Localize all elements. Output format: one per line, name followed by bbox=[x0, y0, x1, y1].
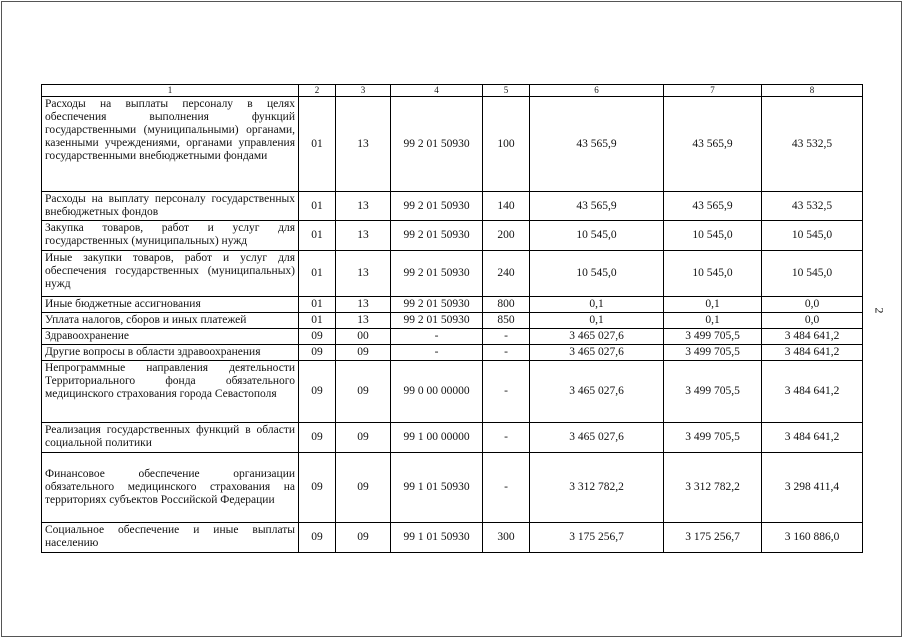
row-section: 01 bbox=[299, 192, 336, 221]
header-col-2: 2 bbox=[299, 85, 336, 97]
table-row bbox=[42, 251, 863, 297]
row-target-article: 99 2 01 50930 bbox=[391, 97, 483, 192]
row-subsection: 13 bbox=[336, 221, 391, 251]
row-subsection: 09 bbox=[336, 423, 391, 453]
row-value-col8: 3 484 641,2 bbox=[762, 361, 863, 423]
row-expense-type: - bbox=[483, 453, 530, 523]
row-value-col6: 3 312 782,2 bbox=[530, 453, 664, 523]
row-name: Социальное обеспечение и иные выплаты населению bbox=[42, 523, 299, 553]
row-target-article: - bbox=[391, 345, 483, 361]
row-name: Иные закупки товаров, работ и услуг для обеспечения государственных (муниципальных) нужд bbox=[42, 251, 299, 297]
row-name: Расходы на выплату персоналу государственных внебюджетных фондов bbox=[42, 192, 299, 221]
header-col-8: 8 bbox=[762, 85, 863, 97]
row-subsection: 13 bbox=[336, 251, 391, 297]
row-name: Закупка товаров, работ и услуг для государственных (муниципальных) нужд bbox=[42, 221, 299, 251]
row-section: 01 bbox=[299, 251, 336, 297]
row-subsection: 13 bbox=[336, 192, 391, 221]
row-value-col8: 0,0 bbox=[762, 313, 863, 329]
row-value-col6: 0,1 bbox=[530, 297, 664, 313]
row-section: 09 bbox=[299, 345, 336, 361]
table-row bbox=[42, 192, 863, 221]
table-row bbox=[42, 523, 863, 553]
header-col-3: 3 bbox=[336, 85, 391, 97]
row-value-col6: 3 465 027,6 bbox=[530, 329, 664, 345]
row-expense-type: 240 bbox=[483, 251, 530, 297]
row-subsection: 13 bbox=[336, 313, 391, 329]
row-name: Финансовое обеспечение организации обязательного медицинского страхования на территориях субъектов Российской Федерации bbox=[42, 453, 299, 523]
row-value-col6: 10 545,0 bbox=[530, 221, 664, 251]
row-expense-type: - bbox=[483, 423, 530, 453]
row-target-article: - bbox=[391, 329, 483, 345]
row-value-col7: 43 565,9 bbox=[664, 97, 762, 192]
row-value-col8: 3 298 411,4 bbox=[762, 453, 863, 523]
row-name: Иные бюджетные ассигнования bbox=[42, 297, 299, 313]
row-value-col8: 3 484 641,2 bbox=[762, 329, 863, 345]
row-value-col6: 3 465 027,6 bbox=[530, 361, 664, 423]
row-target-article: 99 2 01 50930 bbox=[391, 251, 483, 297]
row-subsection: 09 bbox=[336, 345, 391, 361]
row-value-col7: 3 499 705,5 bbox=[664, 329, 762, 345]
row-value-col8: 3 160 886,0 bbox=[762, 523, 863, 553]
row-name: Непрограммные направления деятельности Территориального фонда обязательного медицинского страхования города Севастополя bbox=[42, 361, 299, 423]
row-section: 09 bbox=[299, 423, 336, 453]
row-section: 01 bbox=[299, 297, 336, 313]
row-value-col7: 3 499 705,5 bbox=[664, 345, 762, 361]
row-section: 09 bbox=[299, 329, 336, 345]
row-value-col7: 43 565,9 bbox=[664, 192, 762, 221]
row-value-col7: 0,1 bbox=[664, 297, 762, 313]
row-subsection: 13 bbox=[336, 97, 391, 192]
row-subsection: 13 bbox=[336, 297, 391, 313]
header-col-6: 6 bbox=[530, 85, 664, 97]
row-section: 09 bbox=[299, 361, 336, 423]
header-col-7: 7 bbox=[664, 85, 762, 97]
row-name: Уплата налогов, сборов и иных платежей bbox=[42, 313, 299, 329]
page-number: 2 bbox=[872, 307, 887, 314]
row-expense-type: 300 bbox=[483, 523, 530, 553]
row-value-col6: 3 175 256,7 bbox=[530, 523, 664, 553]
header-col-4: 4 bbox=[391, 85, 483, 97]
row-value-col7: 10 545,0 bbox=[664, 251, 762, 297]
row-subsection: 00 bbox=[336, 329, 391, 345]
row-expense-type: - bbox=[483, 329, 530, 345]
row-target-article: 99 2 01 50930 bbox=[391, 297, 483, 313]
table-header-row bbox=[42, 85, 863, 97]
row-name: Реализация государственных функций в области социальной политики bbox=[42, 423, 299, 453]
table-row bbox=[42, 423, 863, 453]
row-value-col8: 43 532,5 bbox=[762, 192, 863, 221]
row-expense-type: 800 bbox=[483, 297, 530, 313]
table-row bbox=[42, 97, 863, 192]
row-value-col8: 3 484 641,2 bbox=[762, 345, 863, 361]
row-subsection: 09 bbox=[336, 523, 391, 553]
row-name: Расходы на выплаты персоналу в целях обеспечения выполнения функций государственными (муниципальными) органами, казенными учреждениями, органами управления государственными внебюджетными фондами bbox=[42, 97, 299, 192]
row-value-col7: 3 175 256,7 bbox=[664, 523, 762, 553]
row-target-article: 99 1 00 00000 bbox=[391, 423, 483, 453]
row-value-col8: 43 532,5 bbox=[762, 97, 863, 192]
row-value-col6: 0,1 bbox=[530, 313, 664, 329]
row-value-col7: 10 545,0 bbox=[664, 221, 762, 251]
row-value-col8: 10 545,0 bbox=[762, 251, 863, 297]
row-expense-type: 200 bbox=[483, 221, 530, 251]
row-expense-type: - bbox=[483, 345, 530, 361]
row-expense-type: 140 bbox=[483, 192, 530, 221]
table-row bbox=[42, 453, 863, 523]
row-section: 09 bbox=[299, 453, 336, 523]
row-value-col7: 0,1 bbox=[664, 313, 762, 329]
row-expense-type: 850 bbox=[483, 313, 530, 329]
table-row bbox=[42, 297, 863, 313]
table-row bbox=[42, 329, 863, 345]
row-name: Другие вопросы в области здравоохранения bbox=[42, 345, 299, 361]
row-target-article: 99 0 00 00000 bbox=[391, 361, 483, 423]
row-value-col6: 3 465 027,6 bbox=[530, 423, 664, 453]
row-value-col8: 3 484 641,2 bbox=[762, 423, 863, 453]
row-value-col6: 3 465 027,6 bbox=[530, 345, 664, 361]
row-value-col6: 43 565,9 bbox=[530, 192, 664, 221]
row-value-col7: 3 499 705,5 bbox=[664, 361, 762, 423]
row-value-col8: 0,0 bbox=[762, 297, 863, 313]
row-value-col8: 10 545,0 bbox=[762, 221, 863, 251]
row-expense-type: - bbox=[483, 361, 530, 423]
table-row bbox=[42, 345, 863, 361]
header-col-5: 5 bbox=[483, 85, 530, 97]
row-target-article: 99 1 01 50930 bbox=[391, 453, 483, 523]
row-subsection: 09 bbox=[336, 453, 391, 523]
table-row bbox=[42, 313, 863, 329]
table-row bbox=[42, 361, 863, 423]
table-row bbox=[42, 221, 863, 251]
row-section: 01 bbox=[299, 97, 336, 192]
budget-table bbox=[41, 84, 863, 553]
row-value-col6: 10 545,0 bbox=[530, 251, 664, 297]
row-expense-type: 100 bbox=[483, 97, 530, 192]
row-section: 09 bbox=[299, 523, 336, 553]
row-target-article: 99 2 01 50930 bbox=[391, 221, 483, 251]
row-value-col7: 3 312 782,2 bbox=[664, 453, 762, 523]
row-target-article: 99 2 01 50930 bbox=[391, 313, 483, 329]
row-name: Здравоохранение bbox=[42, 329, 299, 345]
row-section: 01 bbox=[299, 313, 336, 329]
row-subsection: 09 bbox=[336, 361, 391, 423]
row-target-article: 99 2 01 50930 bbox=[391, 192, 483, 221]
row-section: 01 bbox=[299, 221, 336, 251]
header-col-1: 1 bbox=[42, 85, 299, 97]
row-value-col7: 3 499 705,5 bbox=[664, 423, 762, 453]
row-target-article: 99 1 01 50930 bbox=[391, 523, 483, 553]
row-value-col6: 43 565,9 bbox=[530, 97, 664, 192]
